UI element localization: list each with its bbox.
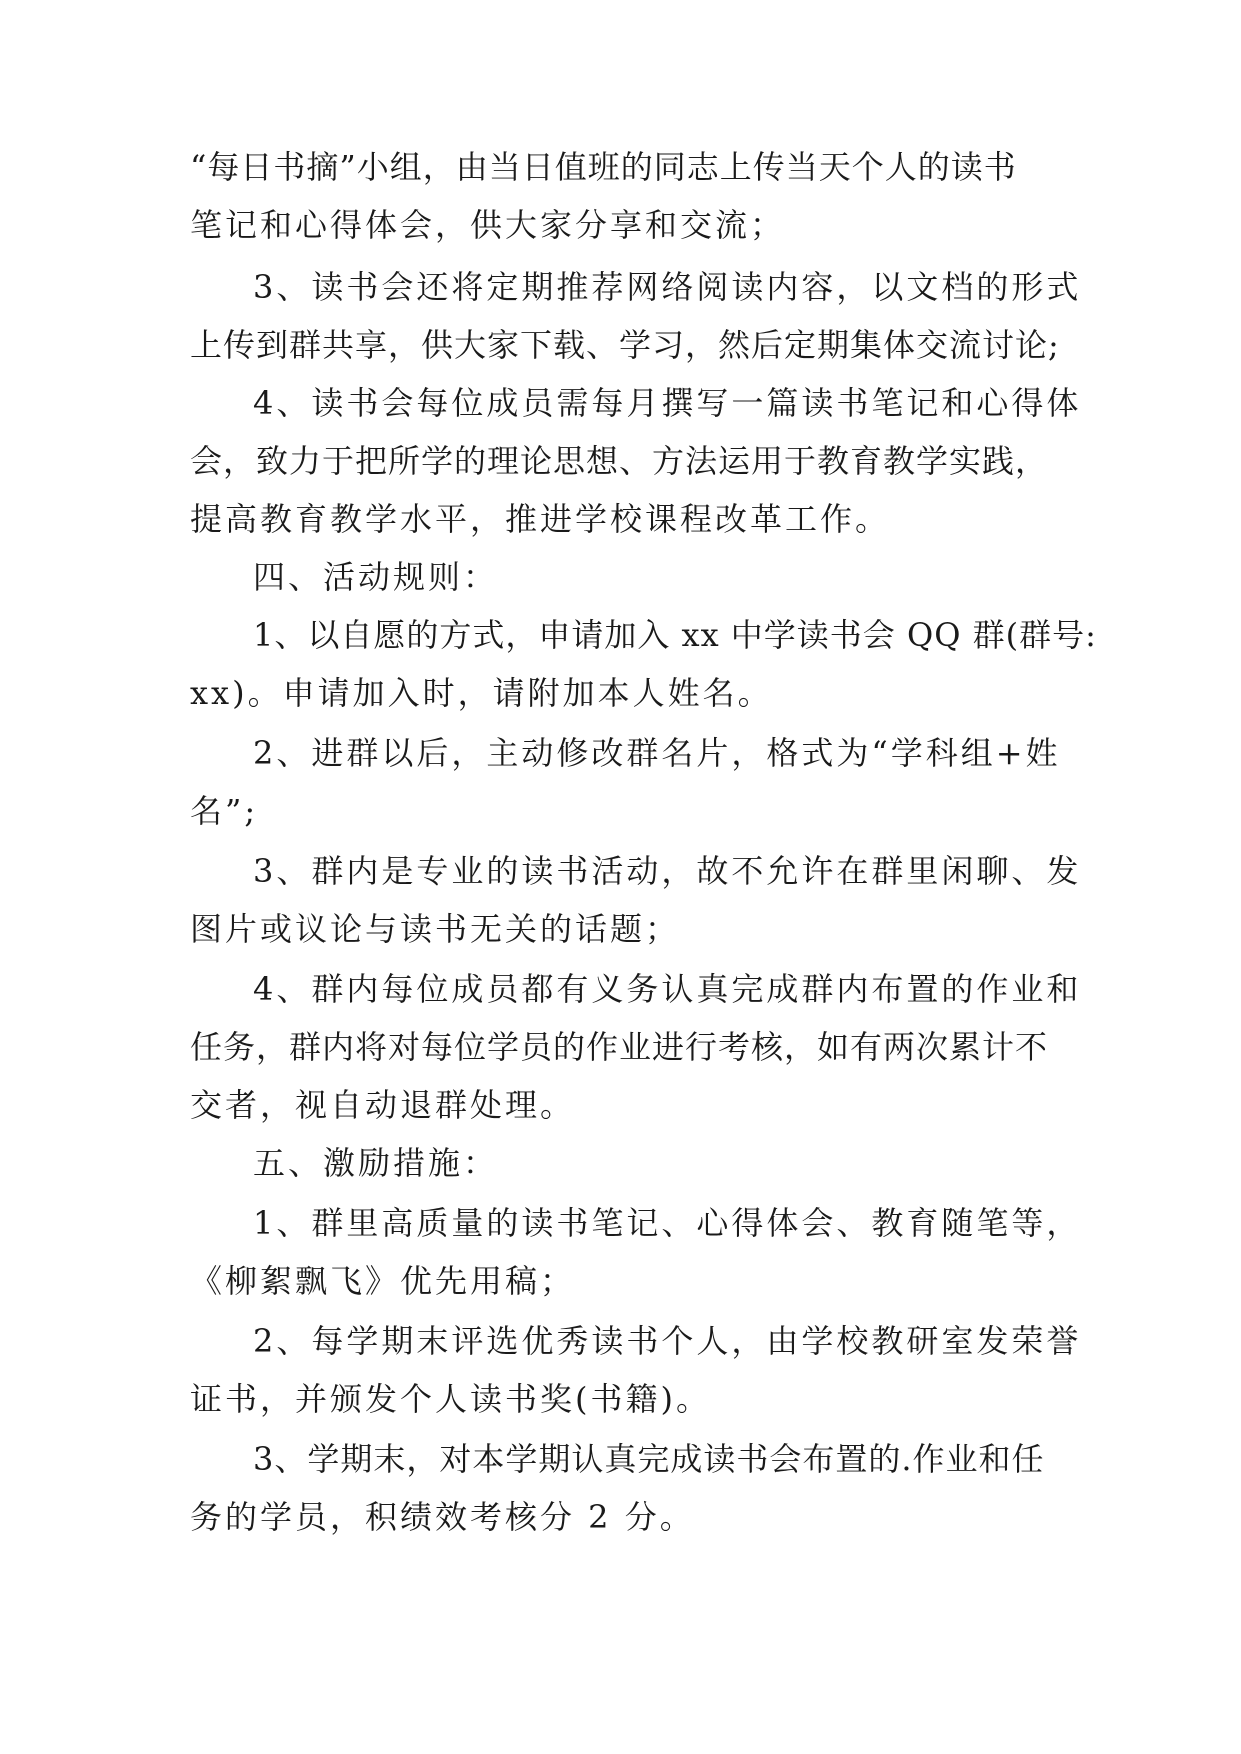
text-line: 任务，群内将对每位学员的作业进行考核，如有两次累计不: [190, 1028, 1049, 1066]
text-line: 4、群内每位成员都有义务认真完成群内布置的作业和: [253, 970, 1082, 1008]
text-line: 1、以自愿的方式，申请加入 xx 中学读书会 QQ 群(群号:: [253, 616, 1097, 654]
section-heading: 五、激励措施：: [253, 1144, 499, 1182]
text-line: 《柳絮飘飞》优先用稿；: [190, 1262, 576, 1300]
text-line: 证书，并颁发个人读书奖(书籍)。: [190, 1380, 711, 1418]
text-line: 3、读书会还将定期推荐网络阅读内容，以文档的形式: [253, 268, 1082, 306]
text-line: 上传到群共享，供大家下载、学习，然后定期集体交流讨论;: [190, 326, 1060, 364]
text-line: 2、进群以后，主动修改群名片，格式为“学科组+姓: [253, 734, 1061, 772]
text-line: “每日书摘”小组，由当日值班的同志上传当天个人的读书: [190, 148, 1017, 186]
section-heading: 四、活动规则：: [253, 558, 499, 596]
text-line: 交者，视自动退群处理。: [190, 1086, 576, 1124]
text-line: 名”;: [190, 792, 259, 830]
text-line: 务的学员，积绩效考核分 2 分。: [190, 1498, 695, 1536]
text-line: 图片或议论与读书无关的话题；: [190, 910, 681, 948]
text-line: 3、学期末，对本学期认真完成读书会布置的.作业和任: [253, 1440, 1045, 1478]
text-line: 4、读书会每位成员需每月撰写一篇读书笔记和心得体: [253, 384, 1082, 422]
text-line: xx)。申请加入时，请附加本人姓名。: [190, 674, 773, 712]
text-line: 笔记和心得体会，供大家分享和交流；: [190, 206, 786, 244]
text-line: 1、群里高质量的读书笔记、心得体会、教育随笔等，: [253, 1204, 1082, 1242]
text-line: 2、每学期末评选优秀读书个人，由学校教研室发荣誉: [253, 1322, 1082, 1360]
text-line: 提高教育教学水平，推进学校课程改革工作。: [190, 500, 891, 538]
text-line: 会，致力于把所学的理论思想、方法运用于教育教学实践，: [190, 442, 1049, 480]
text-line: 3、群内是专业的读书活动，故不允许在群里闲聊、发: [253, 852, 1082, 890]
